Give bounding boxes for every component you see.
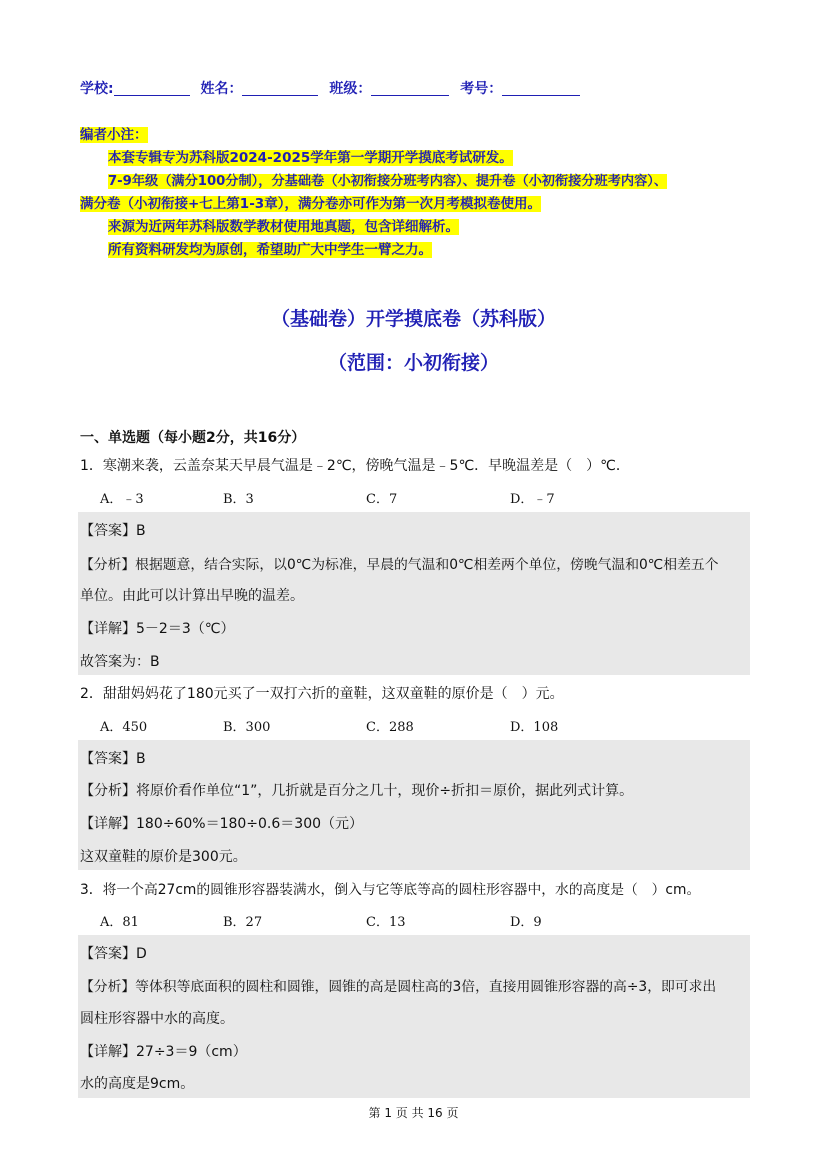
question-1-analysis-2: 单位。由此可以计算出早晚的温差。 xyxy=(80,588,304,604)
question-3-conclusion: 水的高度是9cm。 xyxy=(80,1076,195,1092)
school-label: 学校: xyxy=(80,81,114,97)
note-line-5: 所有资料研发均为原创，希望助广大中学生一臂之力。 xyxy=(108,242,432,258)
question-1-analysis-1: 【分析】根据题意，结合实际，以0℃为标准，早晨的气温和0℃相差两个单位，傍晚气温和0℃相差五个 xyxy=(80,557,719,573)
student-info-line xyxy=(80,78,580,98)
school-blank[interactable] xyxy=(114,82,190,96)
question-2-option-d[interactable]: D．108 xyxy=(510,720,559,735)
question-1-option-c[interactable]: C．7 xyxy=(366,492,398,507)
question-3-option-b[interactable]: B．27 xyxy=(223,915,263,930)
question-1-stem: 1．寒潮来袭，云盖奈某天早晨气温是﹣2℃，傍晚气温是﹣5℃．早晚温差是（ ）℃． xyxy=(80,458,630,474)
question-3-option-c[interactable]: C．13 xyxy=(366,915,406,930)
question-2-detail: 【详解】180÷60%＝180÷0.6＝300（元） xyxy=(80,816,364,832)
exam-no-label: 考号： xyxy=(460,81,503,97)
question-1-conclusion: 故答案为：B xyxy=(80,654,160,670)
note-line-1: 本套专辑专为苏科版2024-2025学年第一学期开学摸底考试研发。 xyxy=(108,150,513,166)
main-title: （基础卷）开学摸底卷（苏科版） xyxy=(270,308,556,330)
question-1-answer: 【答案】B xyxy=(80,523,146,539)
name-label: 姓名： xyxy=(200,81,243,97)
question-3-option-d[interactable]: D．9 xyxy=(510,915,542,930)
question-2-analysis-1: 【分析】将原价看作单位“1”，几折就是百分之几十，现价÷折扣＝原价，据此列式计算。 xyxy=(80,783,634,799)
question-1-option-a[interactable]: A．﹣3 xyxy=(100,492,144,507)
question-3-answer: 【答案】D xyxy=(80,946,147,962)
page-footer: 第 1 页 共 16 页 xyxy=(368,1106,459,1120)
question-1-option-d[interactable]: D．﹣7 xyxy=(510,492,555,507)
question-2-conclusion: 这双童鞋的原价是300元。 xyxy=(80,849,247,865)
sub-title: （范围：小初衔接） xyxy=(327,352,499,374)
question-3-option-a[interactable]: A．81 xyxy=(100,915,139,930)
class-blank[interactable] xyxy=(371,82,449,96)
section-heading: 一、单选题（每小题2分，共16分） xyxy=(80,430,306,446)
question-1-option-b[interactable]: B．3 xyxy=(223,492,254,507)
question-3-detail: 【详解】27÷3＝9（cm） xyxy=(80,1044,247,1060)
question-3-analysis-2: 圆柱形容器中水的高度。 xyxy=(80,1011,234,1027)
class-label: 班级： xyxy=(329,81,372,97)
note-line-3: 满分卷（小初衔接+七上第1-3章），满分卷亦可作为第一次月考模拟卷使用。 xyxy=(80,196,541,212)
name-blank[interactable] xyxy=(242,82,318,96)
question-3-stem: 3．将一个高27cm的圆锥形容器装满水，倒入与它等底等高的圆柱形容器中，水的高度是（ ）cm。 xyxy=(80,882,701,898)
note-line-4: 来源为近两年苏科版数学教材使用地真题，包含详细解析。 xyxy=(108,219,459,235)
question-2-stem: 2．甜甜妈妈花了180元买了一双打六折的童鞋，这双童鞋的原价是（ ）元。 xyxy=(80,686,564,702)
question-1-detail: 【详解】5－2＝3（℃） xyxy=(80,621,235,637)
question-2-answer: 【答案】B xyxy=(80,751,146,767)
question-2-option-a[interactable]: A．450 xyxy=(100,720,148,735)
note-line-2: 7-9年级（满分100分制），分基础卷（小初衔接分班考内容）、提升卷（小初衔接分班考内容）、 xyxy=(108,174,668,189)
question-2-option-c[interactable]: C．288 xyxy=(366,720,414,735)
exam-no-blank[interactable] xyxy=(502,82,580,96)
note-title: 编者小注： xyxy=(80,127,148,143)
question-2-option-b[interactable]: B．300 xyxy=(223,720,271,735)
question-3-analysis-1: 【分析】等体积等底面积的圆柱和圆锥，圆锥的高是圆柱高的3倍，直接用圆锥形容器的高÷3，即可求出 xyxy=(80,979,717,995)
